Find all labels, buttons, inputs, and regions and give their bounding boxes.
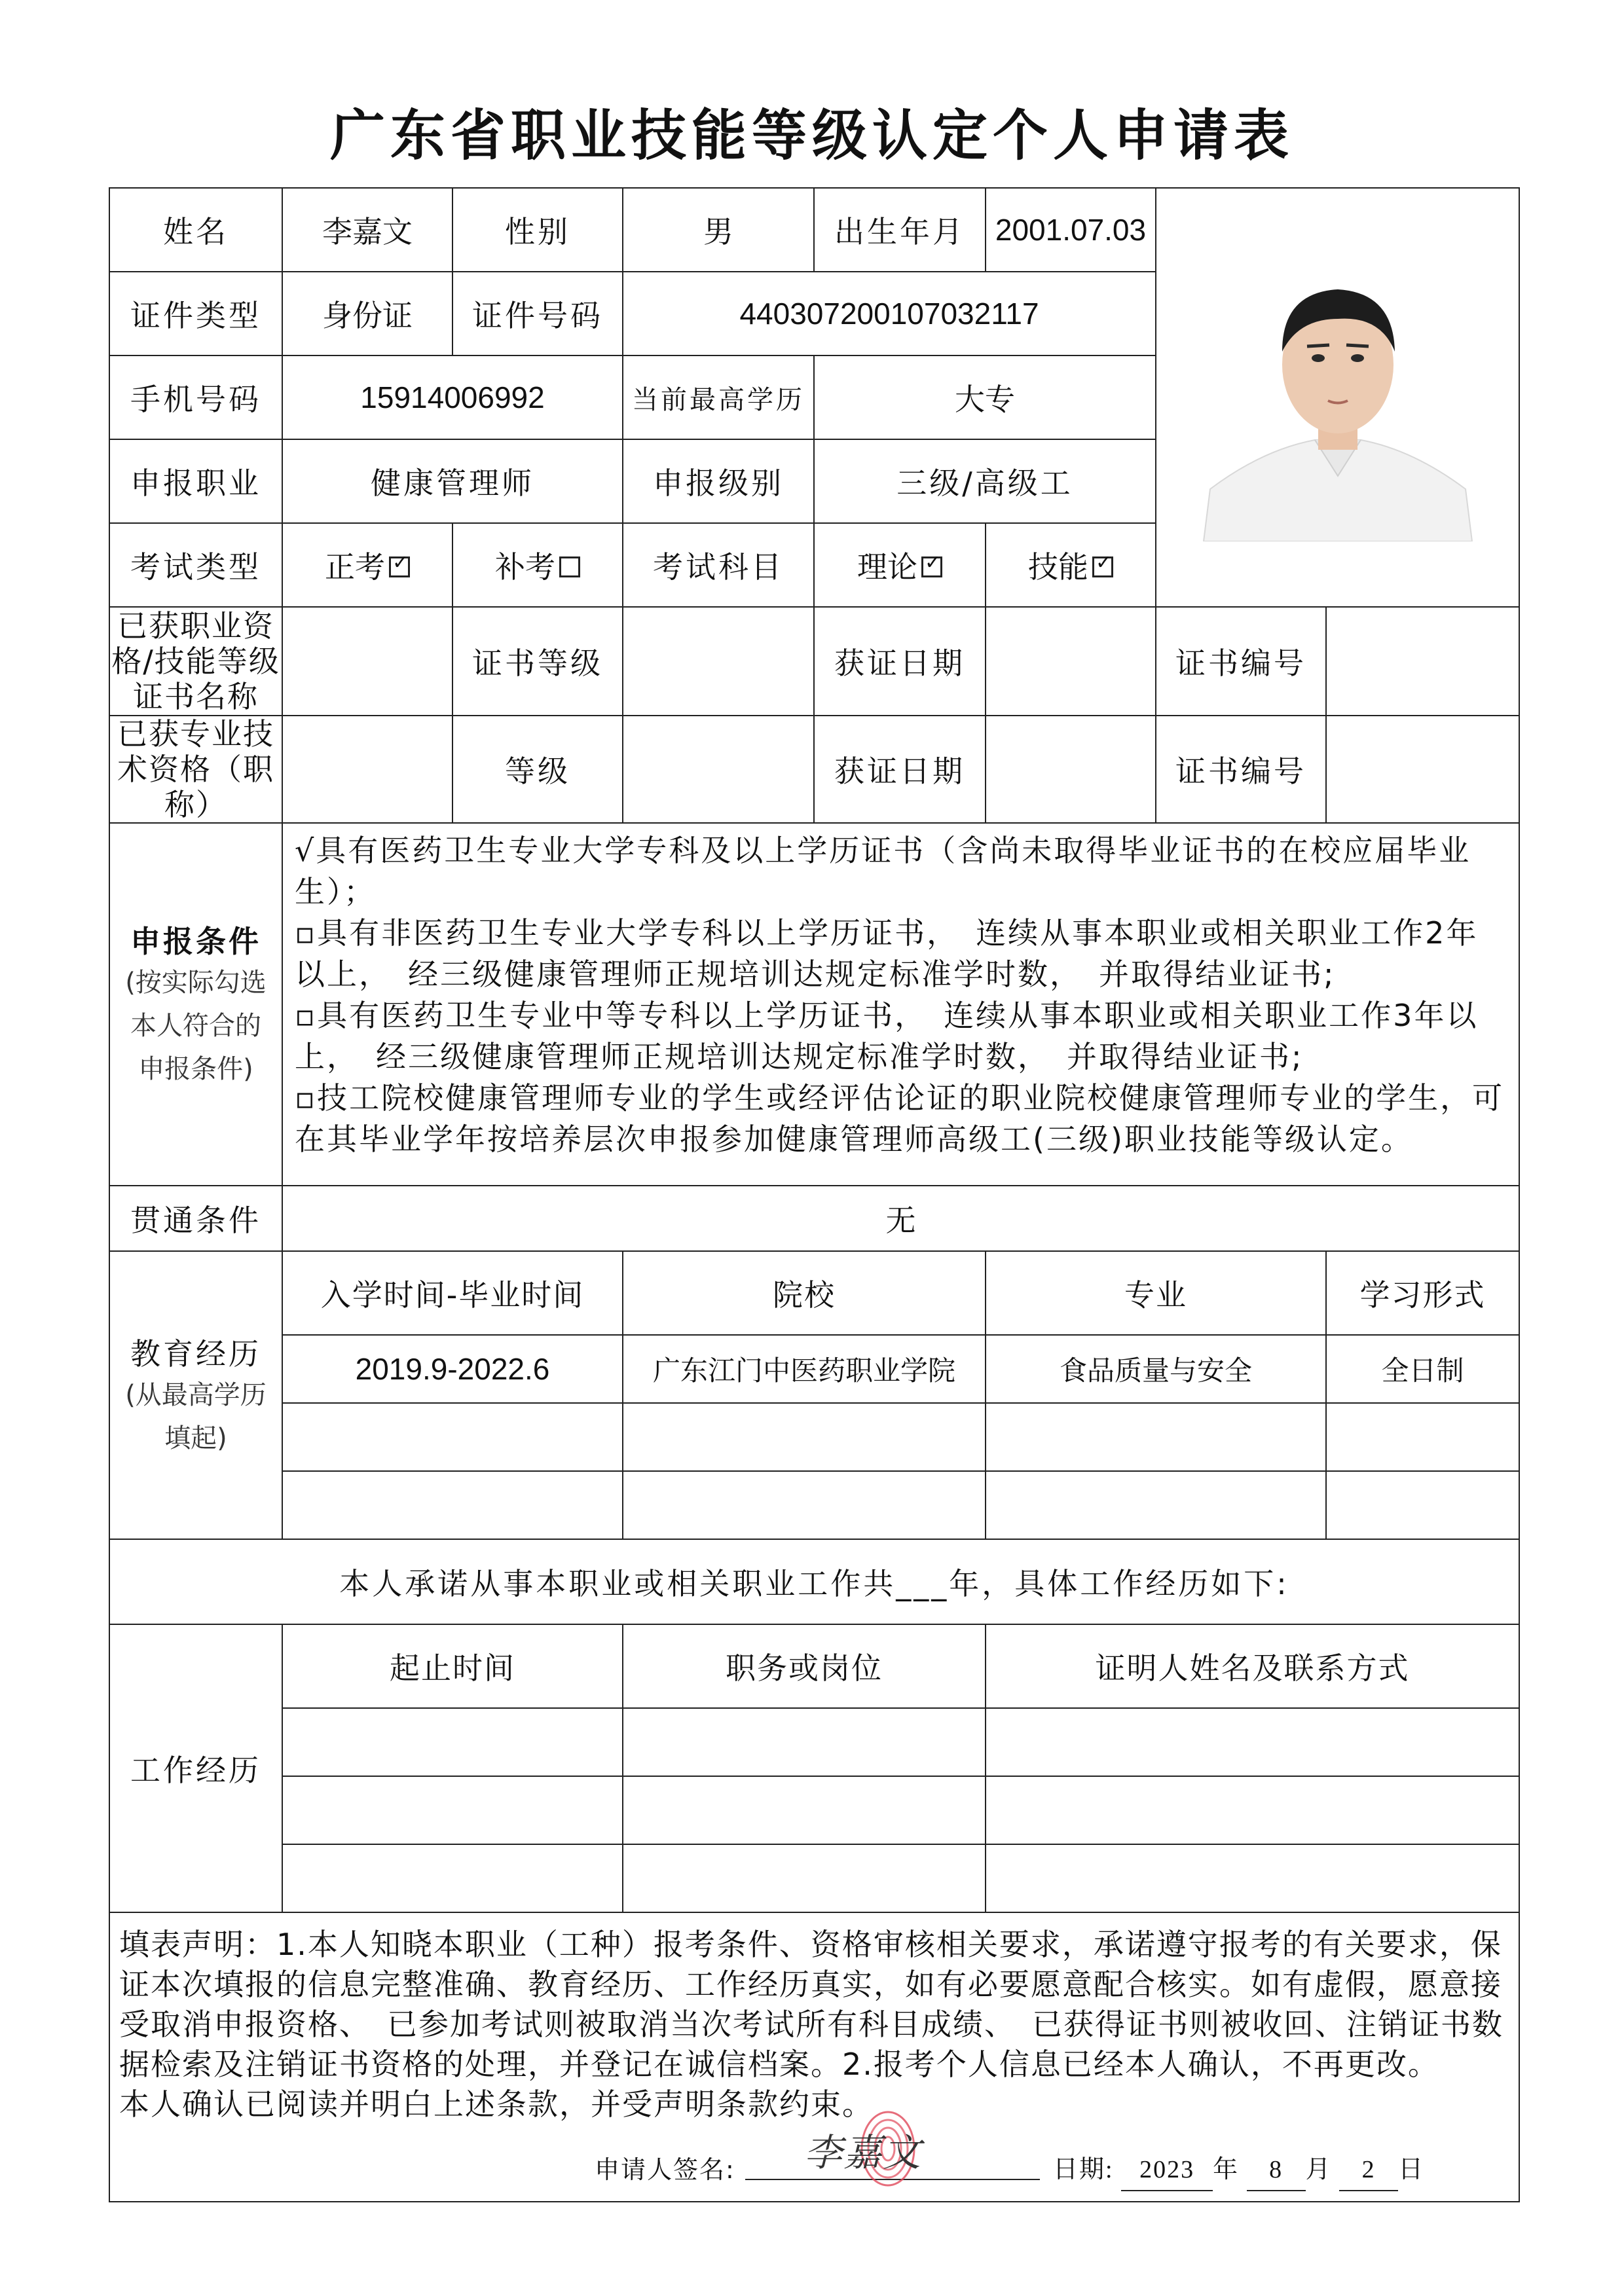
exam-subject-skill-checkbox[interactable] bbox=[1092, 551, 1113, 577]
title-no-value[interactable] bbox=[1326, 716, 1519, 823]
edu-header-period: 入学时间-毕业时间 bbox=[282, 1251, 623, 1335]
exam-type-regular[interactable] bbox=[282, 523, 452, 607]
title-level-value[interactable] bbox=[623, 716, 814, 823]
birth-value[interactable]: 2001.07.03 bbox=[986, 188, 1156, 272]
edu-period-value[interactable]: 2019.9-2022.6 bbox=[282, 1335, 623, 1403]
occupation-label: 申报职业 bbox=[109, 439, 282, 523]
work-header-period: 起止时间 bbox=[282, 1624, 623, 1708]
exam-type-regular-label: 正考 bbox=[325, 549, 385, 585]
exam-type-makeup-label: 补考 bbox=[495, 549, 555, 585]
date-day[interactable]: 2 bbox=[1339, 2150, 1398, 2191]
exam-subject-label: 考试科目 bbox=[623, 523, 814, 607]
work-cell[interactable] bbox=[986, 1776, 1519, 1844]
edu-note: (从最高学历填起) bbox=[125, 1380, 267, 1453]
cert-date-value[interactable] bbox=[986, 607, 1156, 716]
work-cell[interactable] bbox=[986, 1844, 1519, 1912]
conditions-label: 申报条件 bbox=[130, 924, 261, 959]
date-year-unit: 年 bbox=[1213, 2156, 1240, 2183]
table-row bbox=[109, 1844, 1519, 1912]
condition-item-1[interactable]: √具有医药卫生专业大学专科及以上学历证书（含尚未取得毕业证书的在校应届毕业生）； bbox=[295, 833, 1471, 909]
conditions-note: (按实际勾选本人符合的申报条件) bbox=[125, 968, 267, 1084]
cert-no-label: 证书编号 bbox=[1156, 607, 1326, 716]
work-cell[interactable] bbox=[623, 1776, 986, 1844]
education-label: 当前最高学历 bbox=[623, 355, 814, 439]
check-icon: ✓ bbox=[392, 551, 409, 574]
declaration-text: 填表声明：1.本人知晓本职业（工种）报考条件、资格审核相关要求，承诺遵守报考的有关要求，保证本次填报的信息完整准确、教育经历、工作经历真实，如有必要愿意配合核实。如有虚假，愿意接受取消申报资格、 已参加考试则被取消当次考试所有科目成绩、 已获得证书则被收回、注销证书数据检索及注销证书资格的处理，并登记在诚信档案。2.报考个人信息已经本人确认，不再更改。 bbox=[119, 1927, 1504, 2082]
edu-label-cell bbox=[109, 1251, 282, 1539]
exam-type-regular-checkbox[interactable] bbox=[389, 551, 410, 577]
name-value[interactable]: 李嘉文 bbox=[282, 188, 452, 272]
phone-value[interactable]: 15914006992 bbox=[282, 355, 623, 439]
table-row bbox=[109, 1776, 1519, 1844]
table-row bbox=[109, 1471, 1519, 1539]
work-cell[interactable] bbox=[623, 1708, 986, 1776]
applicant-photo bbox=[1184, 253, 1492, 541]
edu-header-major: 专业 bbox=[986, 1251, 1326, 1335]
work-cell[interactable] bbox=[282, 1844, 623, 1912]
occupation-value[interactable]: 健康管理师 bbox=[282, 439, 623, 523]
conditions-list bbox=[282, 823, 1519, 1186]
date-year[interactable]: 2023 bbox=[1121, 2150, 1213, 2191]
id-number-value[interactable]: 440307200107032117 bbox=[623, 272, 1156, 355]
level-value[interactable]: 三级/高级工 bbox=[814, 439, 1156, 523]
cert-name-value[interactable] bbox=[282, 607, 452, 716]
title-cert-value[interactable] bbox=[282, 716, 452, 823]
photo-cell bbox=[1156, 188, 1519, 607]
date-month-unit: 月 bbox=[1305, 2156, 1332, 2183]
condition-item-3[interactable]: ▫具有医药卫生专业中等专科以上学历证书， 连续从事本职业或相关职业工作3年以上， 经三级健康管理师正规培训达规定标准学时数， 并取得结业证书; bbox=[295, 998, 1479, 1074]
edu-cell[interactable] bbox=[986, 1471, 1326, 1539]
cert-level-label: 证书等级 bbox=[452, 607, 623, 716]
edu-cell[interactable] bbox=[282, 1403, 623, 1471]
work-cell[interactable] bbox=[986, 1708, 1519, 1776]
check-icon: ✓ bbox=[925, 551, 942, 574]
gender-value[interactable]: 男 bbox=[623, 188, 814, 272]
exam-subject-theory-checkbox[interactable] bbox=[921, 551, 942, 577]
title-level-label: 等级 bbox=[452, 716, 623, 823]
through-value[interactable]: 无 bbox=[282, 1186, 1519, 1251]
id-type-label: 证件类型 bbox=[109, 272, 282, 355]
title-date-value[interactable] bbox=[986, 716, 1156, 823]
table-row bbox=[109, 1708, 1519, 1776]
birth-label: 出生年月 bbox=[814, 188, 986, 272]
cert-no-value[interactable] bbox=[1326, 607, 1519, 716]
table-row bbox=[109, 1335, 1519, 1403]
condition-item-2[interactable]: ▫具有非医药卫生专业大学专科以上学历证书， 连续从事本职业或相关职业工作2年以上， 经三级健康管理师正规培训达规定标准学时数， 并取得结业证书; bbox=[295, 915, 1479, 992]
date-block bbox=[1053, 2150, 1424, 2191]
form-title: 广东省职业技能等级认定个人申请表 bbox=[329, 103, 1294, 168]
condition-item-4[interactable]: ▫技工院校健康管理师专业的学生或经评估论证的职业院校健康管理师专业的学生，可在其毕业学年按培养层次申报参加健康管理师高级工(三级)职业技能等级认定。 bbox=[295, 1080, 1505, 1157]
name-label: 姓名 bbox=[109, 188, 282, 272]
declaration-cell bbox=[109, 1912, 1519, 2202]
cert-name-label: 已获职业资格/技能等级证书名称 bbox=[109, 607, 282, 716]
edu-school-value[interactable]: 广东江门中医药职业学院 bbox=[623, 1335, 986, 1403]
edu-major-value[interactable]: 食品质量与安全 bbox=[986, 1335, 1326, 1403]
edu-mode-value[interactable]: 全日制 bbox=[1326, 1335, 1519, 1403]
conditions-label-cell bbox=[109, 823, 282, 1186]
handwritten-signature: 李嘉文 bbox=[804, 2130, 923, 2175]
date-day-unit: 日 bbox=[1398, 2156, 1425, 2183]
edu-header-mode: 学习形式 bbox=[1326, 1251, 1519, 1335]
through-label: 贯通条件 bbox=[109, 1186, 282, 1251]
exam-type-makeup-checkbox[interactable] bbox=[559, 556, 580, 577]
declaration-confirm: 本人确认已阅读并明白上述条款，并受声明条款约束。 bbox=[119, 2086, 874, 2122]
work-header-reference: 证明人姓名及联系方式 bbox=[986, 1624, 1519, 1708]
phone-label: 手机号码 bbox=[109, 355, 282, 439]
exam-subject-skill[interactable] bbox=[986, 523, 1156, 607]
sign-label: 申请人签名: bbox=[595, 2155, 735, 2184]
date-label: 日期: bbox=[1053, 2156, 1114, 2183]
application-form bbox=[109, 187, 1520, 2202]
exam-subject-skill-label: 技能 bbox=[1028, 549, 1088, 585]
signature-line bbox=[110, 2130, 1519, 2185]
edu-cell[interactable] bbox=[1326, 1403, 1519, 1471]
work-promise: 本人承诺从事本职业或相关职业工作共___年，具体工作经历如下: bbox=[109, 1539, 1519, 1624]
exam-subject-theory[interactable] bbox=[814, 523, 986, 607]
work-cell[interactable] bbox=[282, 1776, 623, 1844]
edu-header-school: 院校 bbox=[623, 1251, 986, 1335]
edu-cell[interactable] bbox=[623, 1471, 986, 1539]
edu-cell[interactable] bbox=[986, 1403, 1326, 1471]
title-no-label: 证书编号 bbox=[1156, 716, 1326, 823]
work-header-position: 职务或岗位 bbox=[623, 1624, 986, 1708]
work-cell[interactable] bbox=[623, 1844, 986, 1912]
work-cell[interactable] bbox=[282, 1708, 623, 1776]
edu-label: 教育经历 bbox=[130, 1336, 261, 1372]
level-label: 申报级别 bbox=[623, 439, 814, 523]
cert-date-label: 获证日期 bbox=[814, 607, 986, 716]
id-type-value[interactable]: 身份证 bbox=[282, 272, 452, 355]
edu-cell[interactable] bbox=[1326, 1471, 1519, 1539]
exam-type-makeup[interactable] bbox=[452, 523, 623, 607]
title-date-label: 获证日期 bbox=[814, 716, 986, 823]
check-icon: ✓ bbox=[1096, 551, 1113, 574]
cert-level-value[interactable] bbox=[623, 607, 814, 716]
exam-type-label: 考试类型 bbox=[109, 523, 282, 607]
gender-label: 性别 bbox=[452, 188, 623, 272]
id-number-label: 证件号码 bbox=[452, 272, 623, 355]
table-row bbox=[109, 1403, 1519, 1471]
edu-cell[interactable] bbox=[282, 1471, 623, 1539]
title-cert-label: 已获专业技术资格（职称） bbox=[109, 716, 282, 823]
education-value[interactable]: 大专 bbox=[814, 355, 1156, 439]
exam-subject-theory-label: 理论 bbox=[857, 549, 917, 585]
work-label: 工作经历 bbox=[109, 1624, 282, 1912]
edu-cell[interactable] bbox=[623, 1403, 986, 1471]
date-month[interactable]: 8 bbox=[1247, 2150, 1306, 2191]
